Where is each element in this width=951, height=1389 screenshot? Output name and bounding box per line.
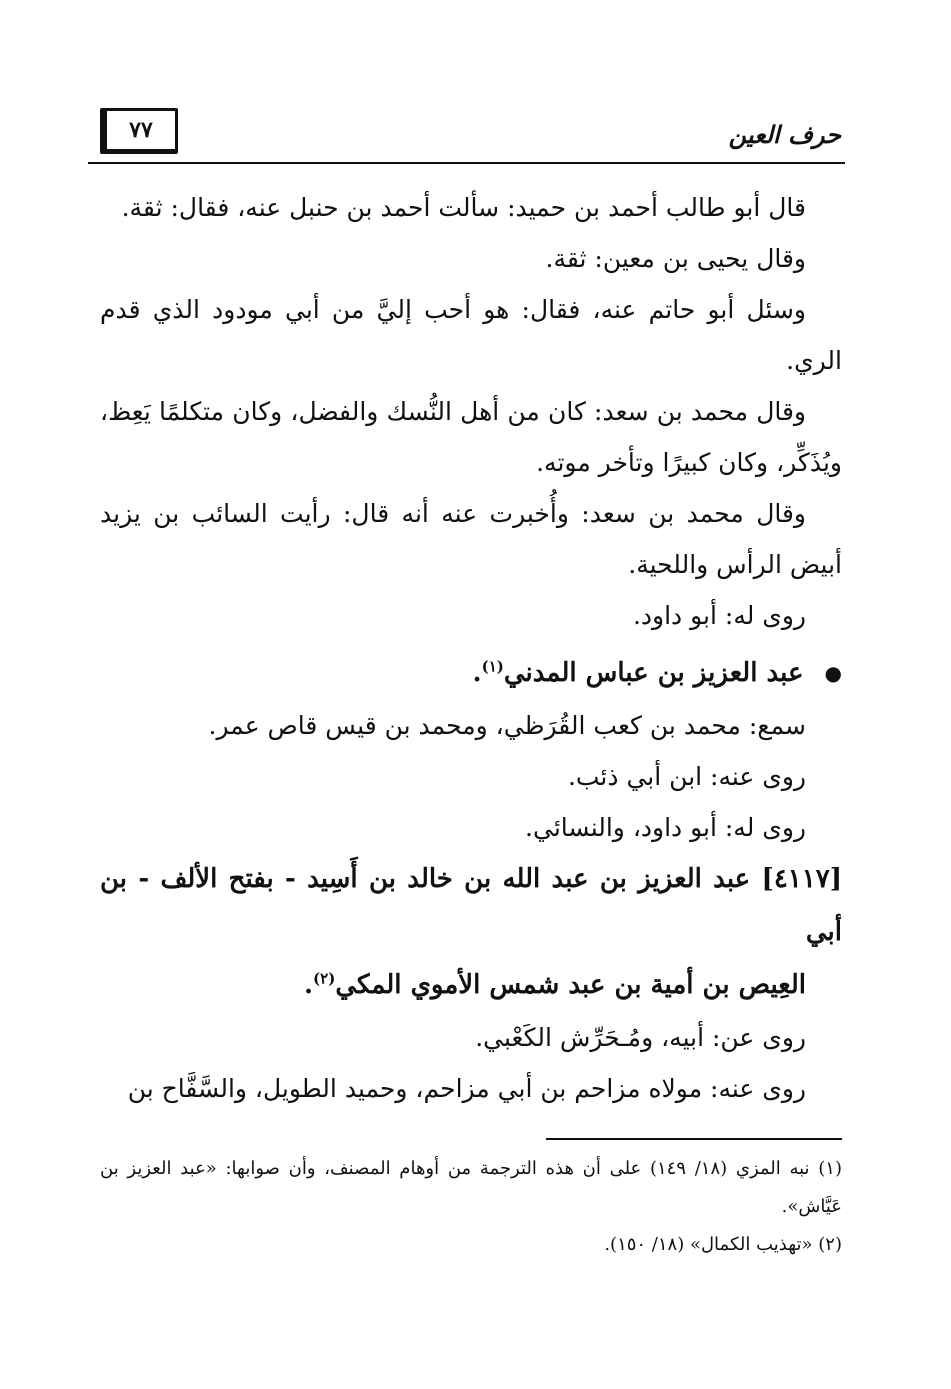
paragraph: قال أبو طالب أحمد بن حميد: سألت أحمد بن حنبل عنه، فقال: ثقة. bbox=[121, 193, 806, 222]
entry-end-mark: . bbox=[303, 970, 314, 1000]
entry-heading bbox=[100, 647, 842, 700]
entry-heading bbox=[100, 853, 842, 1012]
entry-detail: روى عن: أبيه، ومُـحَرِّش الكَعْبي. bbox=[475, 1023, 806, 1052]
running-title: حرف العين bbox=[728, 120, 841, 149]
paragraph: وقال محمد بن سعد: كان من أهل النُّسك والفضل، وكان متكلمًا يَعِظ، ويُذَكِّر، وكان كبيرًا وتأخر موته. bbox=[100, 397, 842, 477]
paragraph: وسئل أبو حاتم عنه، فقال: هو أحب إليَّ من أبي مودود الذي قدم الري. bbox=[100, 295, 842, 375]
page-number: ٧٧ bbox=[100, 108, 178, 154]
entry-detail: روى عنه: مولاه مزاحم بن أبي مزاحم، وحميد الطويل، والسَّفَّاح بن bbox=[127, 1074, 806, 1103]
entry-title-line1: عبد العزيز بن عبد الله بن خالد بن أَسِيد - بفتح الألف - بن أبي bbox=[100, 864, 842, 947]
entry-detail: سمع: محمد بن كعب القُرَظي، ومحمد بن قيس قاص عمر. bbox=[208, 711, 806, 740]
header-divider bbox=[88, 162, 845, 164]
footnotes bbox=[100, 1150, 842, 1264]
entry-title: عبد العزيز بن عباس المدني bbox=[503, 658, 804, 688]
main-text bbox=[100, 182, 842, 1114]
entry-title-line2-wrap bbox=[100, 959, 842, 1012]
paragraph: روى له: أبو داود. bbox=[632, 601, 806, 630]
page-header bbox=[100, 108, 845, 160]
entry-end-mark: . bbox=[472, 658, 482, 688]
paragraph: وقال يحيى بن معين: ثقة. bbox=[545, 244, 806, 273]
entry-number: [٤١١٧] bbox=[761, 864, 842, 894]
entry-detail: روى له: أبو داود، والنسائي. bbox=[525, 813, 806, 842]
footnote: (١) نبه المزي (١٨/ ١٤٩) على أن هذه الترجمة من أوهام المصنف، وأن صوابها: «عبد العزيز بن عَيَّاش». bbox=[100, 1158, 842, 1217]
footnote: (٢) «تهذيب الكمال» (١٨/ ١٥٠). bbox=[604, 1234, 842, 1255]
footnote-ref: (٢) bbox=[313, 969, 336, 988]
entry-detail: روى عنه: ابن أبي ذئب. bbox=[567, 762, 806, 791]
paragraph: وقال محمد بن سعد: وأُخبرت عنه أنه قال: رأيت السائب بن يزيد أبيض الرأس واللحية. bbox=[100, 499, 842, 579]
entry-title-line2: العِيص بن أمية بن عبد شمس الأموي المكي bbox=[335, 970, 806, 1000]
footnote-ref: (١) bbox=[481, 657, 504, 676]
footnote-divider bbox=[546, 1138, 842, 1140]
